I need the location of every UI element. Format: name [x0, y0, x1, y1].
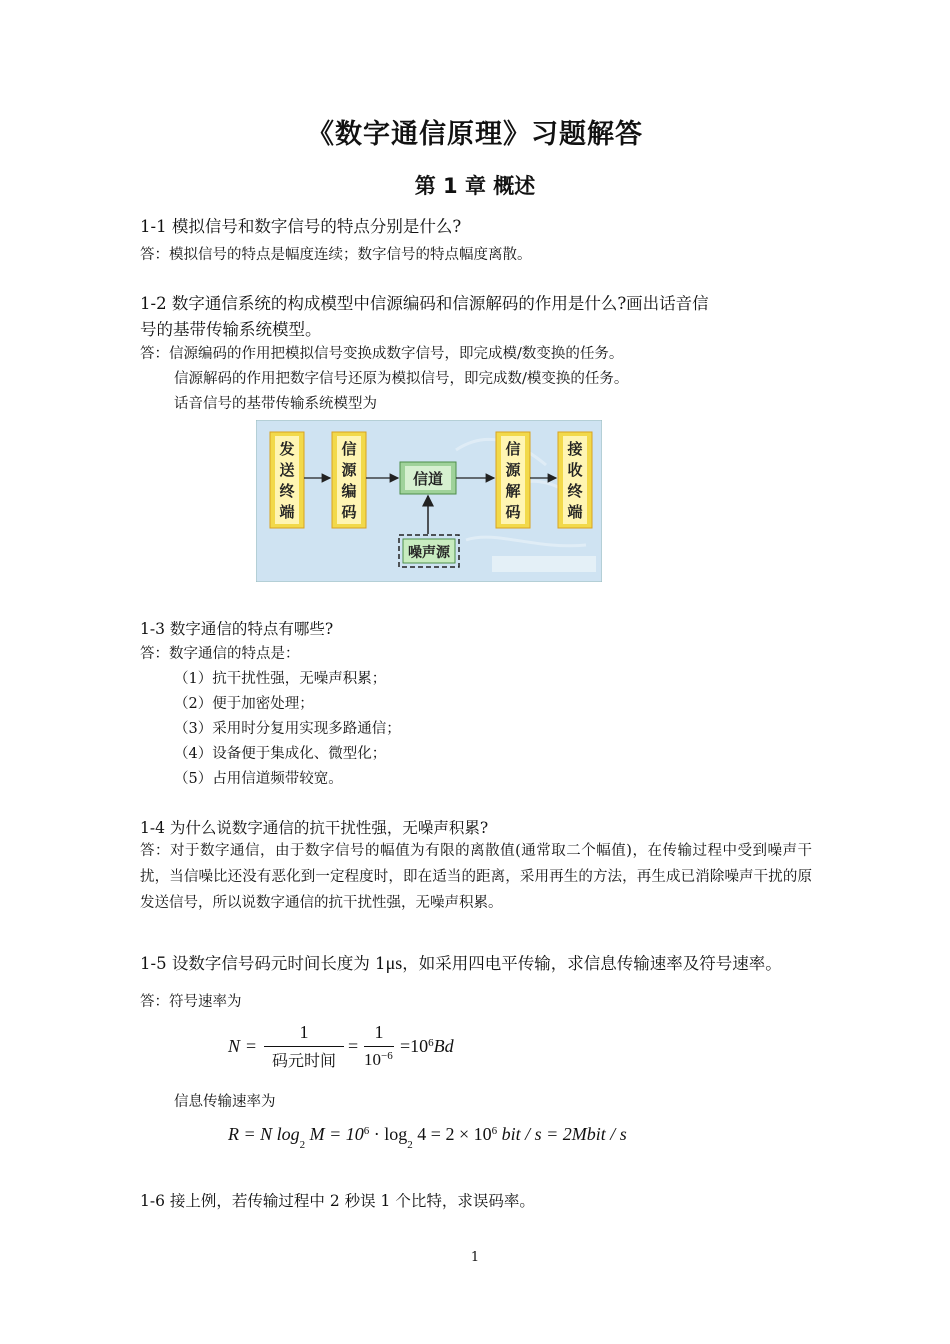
microsecond-unit: μs — [385, 953, 403, 973]
eq1-rhs — [400, 1036, 454, 1057]
eq1-den1: 码元时间 — [271, 1051, 336, 1070]
eq1-den2-base: 10 — [364, 1050, 381, 1069]
box1-char-4: 端 — [279, 503, 295, 521]
noise-source-block — [399, 535, 459, 567]
answer-1-3-item-3: （3）采用时分复用实现多路通信； — [174, 721, 401, 737]
eq2-sub-a: 2 — [299, 1139, 306, 1151]
source-decoder-block — [496, 432, 530, 528]
answer-1-2-line3: 话音信号的基带传输系统模型为 — [174, 396, 377, 412]
eq1-fraction-bar-1 — [264, 1046, 344, 1047]
receiving-terminal-block — [558, 432, 592, 528]
question-1-6: 1-6 接上例，若传输过程中 2 秒误 1 个比特，求误码率。 — [140, 1192, 535, 1210]
box2-char-1: 信 — [341, 440, 357, 458]
answer-1-3-item-1: （1）抗干扰性强，无噪声积累； — [174, 671, 387, 687]
answer-1-3-item-2: （2）便于加密处理； — [174, 696, 314, 712]
box4-char-3: 终 — [567, 482, 583, 500]
page-number: 1 — [470, 1250, 480, 1265]
eq1-num2: 1 — [374, 1022, 384, 1042]
eq1-equals: = — [246, 1036, 257, 1056]
box1-char-3: 终 — [279, 482, 295, 500]
eq1-equals-2: = — [348, 1036, 359, 1056]
question-1-5-pre: 1-5 设数字信号码元时间长度为 1 — [140, 954, 386, 973]
eq2-part-c: · log — [369, 1124, 408, 1144]
chapter-heading: 第 1 章 概述 — [414, 174, 536, 198]
answer-1-5-intro: 答：符号速率为 — [140, 994, 242, 1010]
answer-1-3-intro: 答：数字通信的特点是： — [140, 646, 300, 662]
eq2-part-d: 4 = 2 × 10 — [412, 1124, 492, 1144]
baseband-system-diagram — [256, 420, 602, 582]
box3-char-1: 信 — [505, 440, 521, 458]
eq1-den2-exp: −6 — [381, 1050, 393, 1062]
eq2-part-e: bit / s = 2Mbit / s — [497, 1124, 627, 1144]
sending-terminal-block — [270, 432, 304, 528]
box3-char-2: 源 — [505, 461, 521, 479]
eq2-sub-c: 2 — [407, 1139, 413, 1151]
box1-char-1: 发 — [279, 440, 295, 458]
eq1-den2 — [364, 1050, 393, 1070]
box4-char-2: 收 — [567, 461, 583, 479]
info-rate-equation — [228, 1124, 627, 1151]
eq1-lhs: N — [228, 1036, 241, 1056]
eq2-part-b: M = 10 — [305, 1124, 364, 1144]
answer-1-3-item-5: （5）占用信道频带较宽。 — [174, 771, 343, 787]
box4-char-4: 端 — [567, 503, 583, 521]
answer-1-3-item-4: （4）设备便于集成化、微型化； — [174, 746, 387, 762]
eq1-rhs-unit: Bd — [433, 1036, 454, 1056]
eq1-fraction-bar-2 — [364, 1046, 394, 1047]
box4-char-1: 接 — [567, 440, 583, 458]
question-1-4: 1-4 为什么说数字通信的抗干扰性强，无噪声积累? — [140, 819, 489, 837]
box3-char-4: 码 — [505, 503, 521, 521]
eq2-sup-d: 6 — [491, 1125, 498, 1137]
document-title: 《数字通信原理》习题解答 — [307, 119, 643, 150]
question-1-5 — [140, 950, 782, 974]
box2-char-2: 源 — [341, 461, 357, 479]
box3-char-3: 解 — [505, 482, 521, 500]
eq2-sup-b: 6 — [363, 1125, 370, 1137]
source-encoder-block — [332, 432, 366, 528]
question-1-2-line2: 号的基带传输系统模型。 — [140, 320, 322, 339]
channel-block — [400, 462, 456, 494]
eq1-num1: 1 — [299, 1022, 309, 1042]
channel-label: 信道 — [412, 470, 444, 488]
eq2-part-a: R = N log — [228, 1124, 300, 1144]
answer-1-1: 答：模拟信号的特点是幅度连续；数字信号的特点幅度离散。 — [140, 247, 532, 263]
answer-1-2-line1: 答：信源编码的作用把模拟信号变换成数字信号，即完成模/数变换的任务。 — [140, 346, 624, 362]
noise-source-label: 噪声源 — [408, 545, 450, 561]
box2-char-4: 码 — [341, 503, 357, 521]
question-1-2-line1: 1-2 数字通信系统的构成模型中信源编码和信源解码的作用是什么?画出话音信 — [140, 294, 709, 313]
question-1-1: 1-1 模拟信号和数字信号的特点分别是什么? — [140, 217, 462, 236]
box2-char-3: 编 — [341, 482, 357, 500]
box1-char-2: 送 — [279, 461, 295, 479]
answer-1-2-line2: 信源解码的作用把数字信号还原为模拟信号，即完成数/模变换的任务。 — [174, 371, 629, 387]
question-1-5-post: ，如采用四电平传输，求信息传输速率及符号速率。 — [402, 954, 782, 973]
eq1-rhs-exp: 6 — [428, 1037, 434, 1049]
eq1-rhs-base: =10 — [400, 1036, 429, 1056]
question-1-3: 1-3 数字通信的特点有哪些? — [140, 620, 334, 638]
answer-1-4: 答：对于数字通信，由于数字信号的幅值为有限的离散值(通常取二个幅值)，在传输过程中受到噪声干扰，当信噪比还没有恶化到一定程度时，即在适当的距离，采用再生的方法，再生成已消除噪声干扰的原发送信号，所以说数字通信的抗干扰性强，无噪声积累。 — [140, 843, 812, 911]
info-rate-label: 信息传输速率为 — [174, 1094, 276, 1110]
